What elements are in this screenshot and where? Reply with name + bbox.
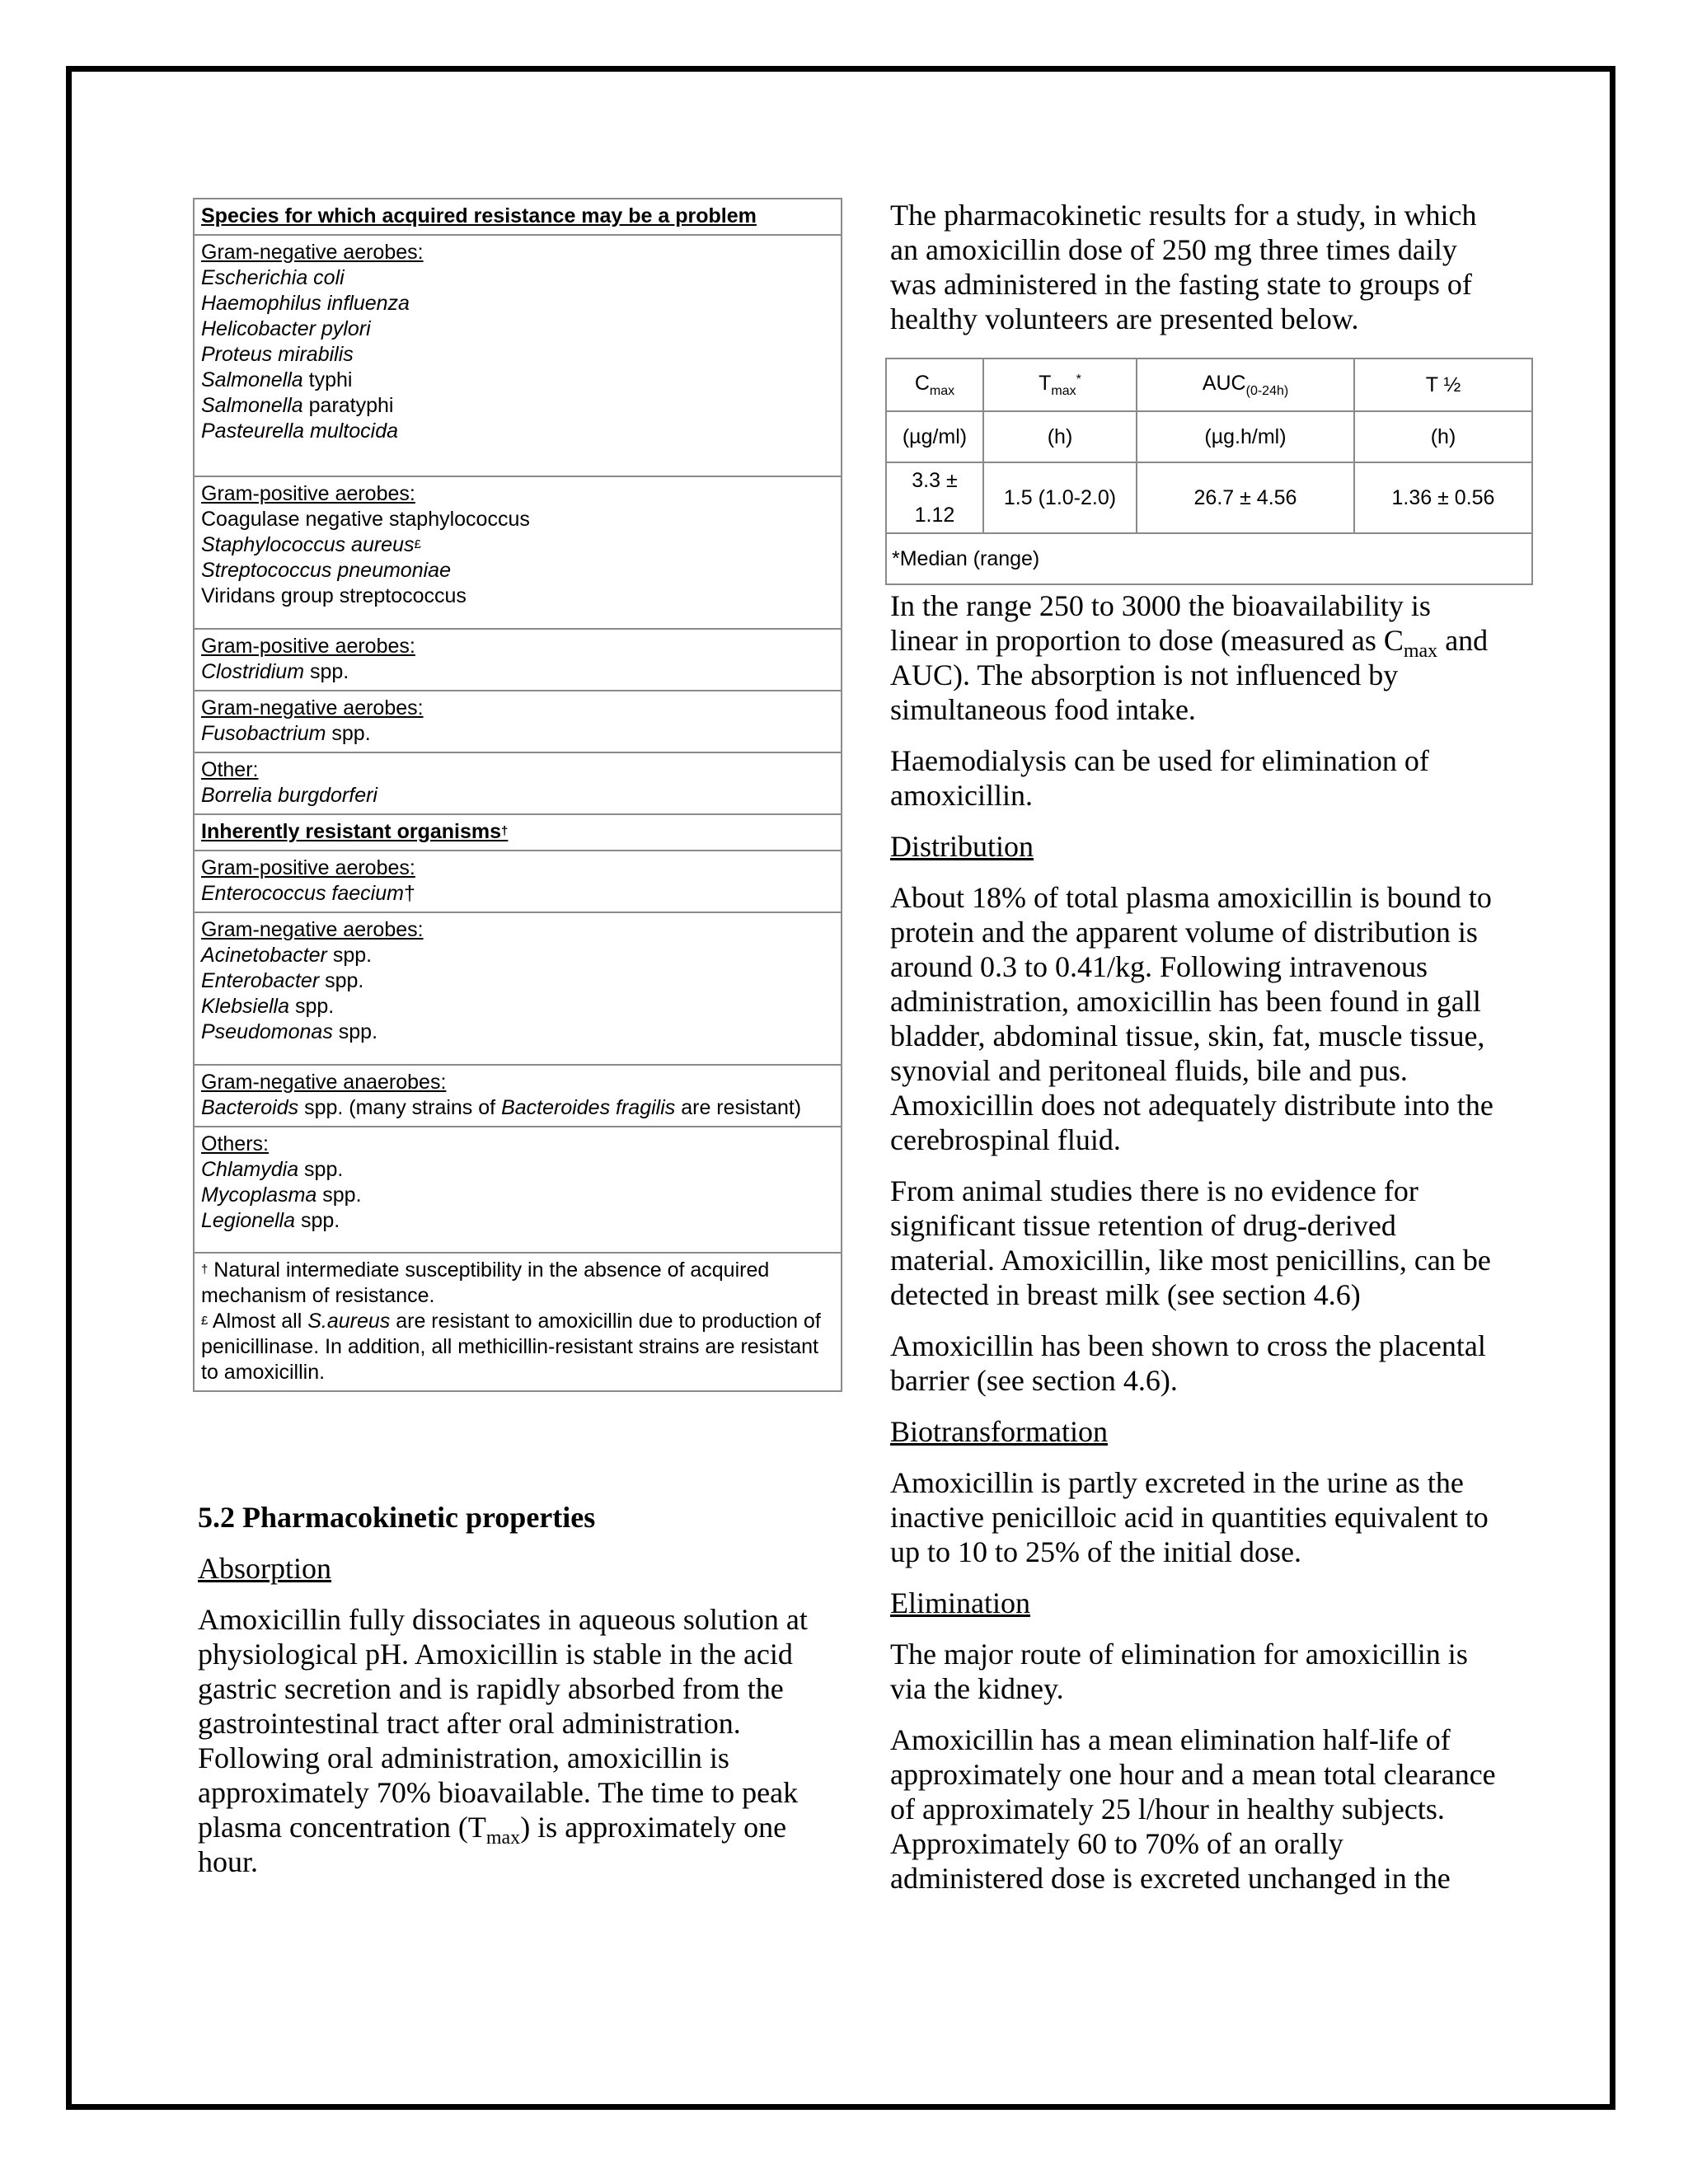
species-item: Helicobacter pylori — [201, 317, 371, 340]
species-group — [194, 851, 842, 912]
right-column-text — [890, 198, 1500, 1912]
species-item: Staphylococcus aureus£ — [201, 533, 421, 556]
species-group — [194, 691, 842, 752]
pk-value: 26.7 ± 4.56 — [1137, 462, 1354, 533]
group-title: Gram-negative aerobes: — [201, 241, 424, 264]
table-row — [194, 629, 842, 691]
species-group — [194, 752, 842, 814]
group-title: Gram-positive aerobes: — [201, 856, 415, 879]
group-title: Other: — [201, 758, 259, 781]
pk-value: 1.5 (1.0-2.0) — [983, 462, 1137, 533]
group-title: Gram-positive aerobes: — [201, 482, 415, 505]
elimination-title: Elimination — [890, 1586, 1030, 1619]
table-row — [194, 1065, 842, 1127]
species-item: Salmonella typhi — [201, 368, 353, 391]
pk-value: 1.36 ± 0.56 — [1354, 462, 1532, 533]
species-item: Klebsiella spp. — [201, 995, 335, 1018]
pk-table — [885, 358, 1533, 585]
species-item: Streptococcus pneumoniae — [201, 559, 451, 582]
pk-unit: (µg/ml) — [886, 411, 983, 462]
table-header: Inherently resistant organisms† — [194, 814, 842, 851]
absorption-title: Absorption — [198, 1552, 331, 1585]
species-group — [194, 1127, 842, 1253]
species-group — [194, 476, 842, 629]
distribution-paragraph: About 18% of total plasma amoxicillin is bound to protein and the apparent volume of distribution is around 0.3 to 0.41/kg. Following intravenous administration, amoxicillin has been found in gall bladder, abdominal tissue, skin, fat, muscle tissue, synovial and peritoneal fluids, bile and pus. Amoxicillin does not adequately distribute into the cerebrospinal fluid. — [890, 881, 1493, 1156]
species-item: Mycoplasma spp. — [201, 1183, 362, 1207]
table-row — [886, 359, 1532, 411]
species-item: Salmonella paratyphi — [201, 394, 394, 417]
species-table — [193, 198, 842, 1392]
pk-header-thalf: T ½ — [1354, 359, 1532, 411]
species-item: Escherichia coli — [201, 266, 345, 289]
group-title: Others: — [201, 1132, 269, 1155]
species-item: Pseudomonas spp. — [201, 1020, 378, 1043]
biotransformation-title: Biotransformation — [890, 1415, 1108, 1448]
footnote-1: † Natural intermediate susceptibility in the absence of acquired mechanism of resistance. — [201, 1258, 770, 1307]
table-row — [194, 752, 842, 814]
group-title: Gram-negative anaerobes: — [201, 1071, 447, 1094]
group-title: Gram-negative aerobes: — [201, 918, 424, 941]
table-row — [886, 462, 1532, 533]
group-title: Gram-negative aerobes: — [201, 696, 424, 719]
table-row — [194, 912, 842, 1065]
biotransformation-paragraph: Amoxicillin is partly excreted in the urine as the inactive penicilloic acid in quantities equivalent to up to 10 to 25% of the initial dose. — [890, 1466, 1489, 1568]
table-row — [886, 411, 1532, 462]
species-group — [194, 235, 842, 476]
footnote-2: £ Almost all S.aureus are resistant to amoxicillin due to production of penicillinase. In addition, all methicillin-resistant strains are resistant to amoxicillin. — [201, 1310, 821, 1384]
pk-header-tmax: $T_{max}^*$ — [983, 359, 1137, 411]
pk-value: 3.3 ± 1.12 — [886, 462, 983, 533]
species-item: Legionella spp. — [201, 1209, 340, 1232]
table-row — [194, 1253, 842, 1391]
species-item: Bacteroids spp. (many strains of Bacteroides fragilis are resistant) — [201, 1096, 802, 1119]
haemodialysis-paragraph: Haemodialysis can be used for elimination of amoxicillin. — [890, 744, 1429, 812]
pk-unit: (h) — [1354, 411, 1532, 462]
left-column-text — [198, 1500, 816, 1896]
table-row — [194, 476, 842, 629]
bioavailability-paragraph: In the range 250 to 3000 the bioavailability is linear in proportion to dose (measured as $C_{max}$ and AUC). The absorption is not influenced by simultaneous food intake. — [890, 589, 1489, 726]
distribution-title: Distribution — [890, 830, 1034, 863]
pk-header-auc: $AUC_{(0-24h)}$ — [1137, 359, 1354, 411]
species-group — [194, 1065, 842, 1127]
species-item: Acinetobacter spp. — [201, 944, 373, 967]
pk-unit: (h) — [983, 411, 1137, 462]
species-item: Coagulase negative staphylococcus — [201, 508, 530, 531]
absorption-paragraph: Amoxicillin fully dissociates in aqueous solution at physiological pH. Amoxicillin is stable in the acid gastric secretion and is rapidly absorbed from the gastrointestinal tract after oral administration. Following oral administration, amoxicillin is approximately 70% bioavailable. The time to peak plasma concentration $(T_{max})$ is approximately one hour. — [198, 1603, 808, 1878]
species-item: Enterobacter spp. — [201, 969, 364, 992]
species-group — [194, 629, 842, 691]
table-row — [194, 235, 842, 476]
species-item: Borrelia burgdorferi — [201, 784, 377, 807]
table-header: Species for which acquired resistance may be a problem — [194, 199, 842, 235]
species-item: Enterococcus faecium† — [201, 882, 415, 905]
placental-paragraph: Amoxicillin has been shown to cross the placental barrier (see section 4.6). — [890, 1329, 1486, 1397]
elimination-paragraph-2: Amoxicillin has a mean elimination half-life of approximately one hour and a mean total clearance of approximately 25 l/hour in healthy subjects. Approximately 60 to 70% of an orally administered dose is excreted unchanged in the — [890, 1723, 1496, 1895]
animal-studies-paragraph: From animal studies there is no evidence for significant tissue retention of drug-derived material. Amoxicillin, like most penicillins, can be detected in breast milk (see section 4.6) — [890, 1174, 1491, 1311]
species-item: Chlamydia spp. — [201, 1158, 344, 1181]
species-group — [194, 912, 842, 1065]
table-row — [194, 814, 842, 851]
pk-note: *Median (range) — [886, 533, 1532, 584]
table-row — [886, 533, 1532, 584]
pk-header-cmax: $C_{max}$ — [886, 359, 983, 411]
species-item: Viridans group streptococcus — [201, 584, 467, 607]
species-item: Haemophilus influenza — [201, 292, 410, 315]
species-item: Proteus mirabilis — [201, 343, 354, 366]
intro-paragraph: The pharmacokinetic results for a study, in which an amoxicillin dose of 250 mg three times daily was administered in the fasting state to groups of healthy volunteers are presented below. — [890, 199, 1477, 335]
group-title: Gram-positive aerobes: — [201, 635, 415, 658]
species-item: Clostridium spp. — [201, 660, 349, 683]
table-row — [194, 851, 842, 912]
pk-unit: (µg.h/ml) — [1137, 411, 1354, 462]
species-item: Pasteurella multocida — [201, 419, 399, 443]
section-heading: 5.2 Pharmacokinetic properties — [198, 1501, 596, 1534]
table-footnote — [194, 1253, 842, 1391]
table-row — [194, 1127, 842, 1253]
table-row — [194, 691, 842, 752]
elimination-paragraph-1: The major route of elimination for amoxicillin is via the kidney. — [890, 1638, 1468, 1705]
table-row — [194, 199, 842, 235]
species-item: Fusobactrium spp. — [201, 722, 371, 745]
